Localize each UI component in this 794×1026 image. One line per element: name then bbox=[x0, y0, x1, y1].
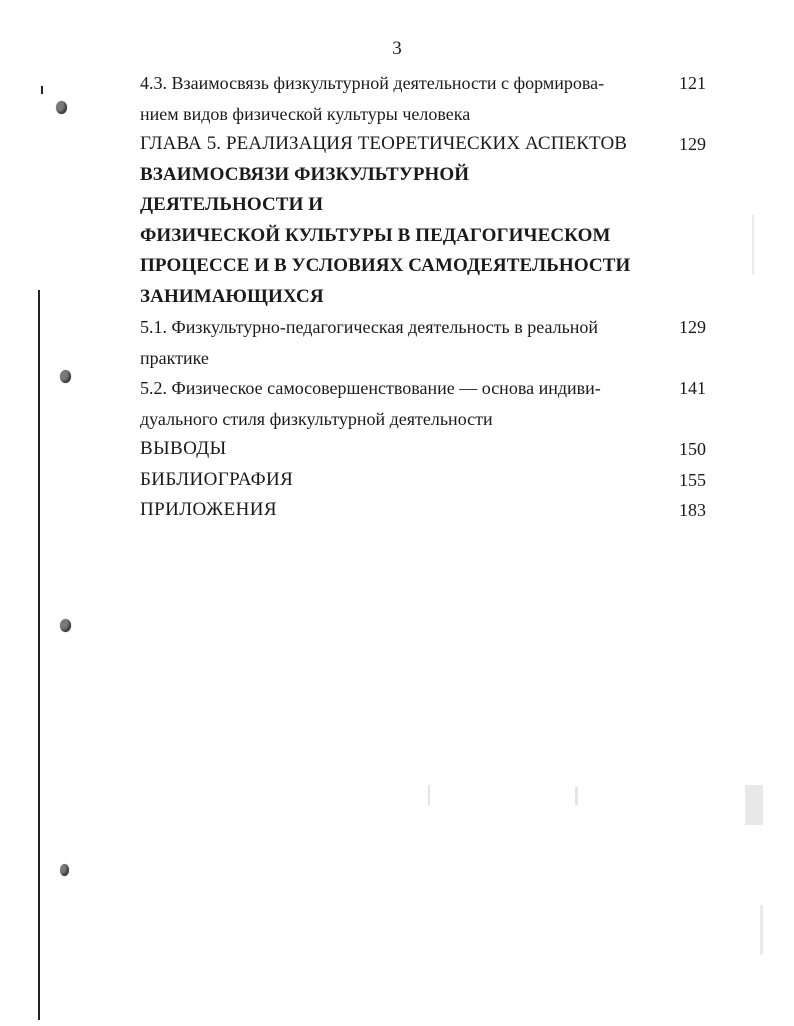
toc-entry-page-number: 183 bbox=[679, 500, 706, 520]
toc-entry-title-line: ГЛАВА 5. РЕАЛИЗАЦИЯ ТЕОРЕТИЧЕСКИХ АСПЕКТОВ bbox=[140, 133, 628, 154]
toc-entry-title-line: БИБЛИОГРАФИЯ bbox=[140, 468, 294, 490]
toc-entry-title-line: практике bbox=[140, 347, 209, 368]
page-number: 3 bbox=[392, 38, 402, 59]
toc-entry-chapter-5 bbox=[140, 129, 710, 312]
toc-entry-title-line: 5.1. Физкультурно-педагогическая деятельность в реальной bbox=[140, 317, 599, 337]
toc-entry-appendices bbox=[140, 495, 710, 526]
punch-hole-4 bbox=[60, 864, 69, 876]
scan-noise-mid-1 bbox=[428, 785, 430, 805]
toc-entry-title-line: ЗАНИМАЮЩИХСЯ bbox=[140, 285, 324, 307]
toc-entry-page-number: 155 bbox=[679, 469, 706, 490]
scan-noise-right-3 bbox=[760, 905, 763, 955]
toc-entry-page-number: 121 bbox=[679, 73, 706, 93]
toc-entry-title-line: ПРИЛОЖЕНИЯ bbox=[140, 499, 277, 520]
toc-entry-title-line: 4.3. Взаимосвязь физкультурной деятельности с формирова- bbox=[140, 73, 605, 93]
toc-entry-title-line: ВЗАИМОСВЯЗИ ФИЗКУЛЬТУРНОЙ ДЕЯТЕЛЬНОСТИ И bbox=[140, 163, 470, 215]
scan-noise-mid-2 bbox=[575, 787, 578, 805]
punch-hole-3 bbox=[60, 619, 71, 632]
toc-entry-title-line: ФИЗИЧЕСКОЙ КУЛЬТУРЫ В ПЕДАГОГИЧЕСКОМ bbox=[140, 224, 611, 246]
toc-entry-5-1 bbox=[140, 312, 710, 373]
toc-entry-4-3 bbox=[140, 68, 710, 129]
punch-hole-2 bbox=[60, 370, 71, 383]
toc-entry-page-number: 141 bbox=[679, 378, 706, 398]
scan-noise-right-2 bbox=[752, 215, 754, 275]
toc-entry-conclusions bbox=[140, 434, 710, 465]
toc-entry-page-number: 150 bbox=[679, 439, 706, 459]
binding-edge-mark bbox=[41, 86, 43, 94]
toc-entry-title-line: ВЫВОДЫ bbox=[140, 438, 227, 459]
toc-entry-title-line: нием видов физической культуры человека bbox=[140, 103, 471, 124]
toc-entry-page-number: 129 bbox=[679, 317, 706, 337]
toc-entry-title-line: ПРОЦЕССЕ И В УСЛОВИЯХ САМОДЕЯТЕЛЬНОСТИ bbox=[140, 255, 631, 276]
punch-hole-1 bbox=[56, 101, 67, 114]
toc-entry-title-line: дуального стиля физкультурной деятельности bbox=[140, 408, 493, 429]
toc-entry-bibliography bbox=[140, 465, 710, 496]
toc-entry-title-line: 5.2. Физическое самосовершенствование — основа индиви- bbox=[140, 378, 601, 398]
binding-edge-line bbox=[38, 290, 40, 1020]
toc-entry-5-2 bbox=[140, 373, 710, 434]
scan-noise-right-1 bbox=[745, 785, 763, 825]
toc-entry-page-number: 129 bbox=[679, 134, 706, 154]
table-of-contents bbox=[140, 68, 710, 526]
